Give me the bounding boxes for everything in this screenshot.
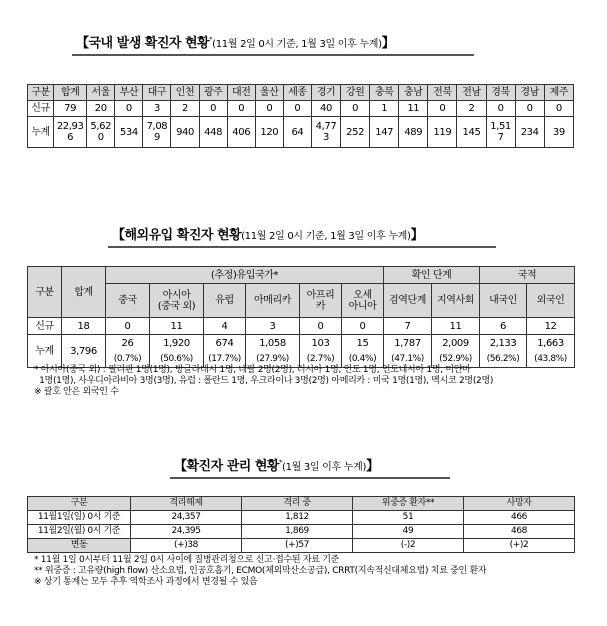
- header-gubun: 구분: [28, 267, 62, 318]
- table-cell: 2,133: [480, 335, 527, 352]
- table-header-row-1: [28, 267, 575, 284]
- table-cell: 15: [342, 335, 384, 352]
- header-stage: 확인 단계: [384, 267, 480, 284]
- header-country: (추정)유입국가*: [106, 267, 384, 284]
- percent-cell: (50.6%): [150, 351, 204, 368]
- header-cell: 사망자: [464, 497, 575, 511]
- table-cell: 3: [246, 318, 300, 335]
- table-cell: 11월2일(월) 0시 기준: [28, 525, 131, 539]
- header-cell: 위중증 환자**: [353, 497, 464, 511]
- header-cell: 중국: [106, 284, 150, 318]
- section3-title-box: [170, 453, 450, 479]
- table-cell: 466: [464, 511, 575, 525]
- percent-cell: (56.2%): [480, 351, 527, 368]
- table-cell: 2: [171, 101, 199, 117]
- header-cell: 오세 아니아: [342, 284, 384, 318]
- table-cell: 20: [87, 101, 115, 117]
- header-cell: 아메리카: [246, 284, 300, 318]
- table-cell: 468: [464, 525, 575, 539]
- table-cell: 12: [527, 318, 575, 335]
- section1-title: 【국내 발생 확진자 현황*(11월 2일 0시 기준, 1월 3일 이후 누계)】: [76, 35, 395, 51]
- header-cell: 전북: [428, 85, 457, 101]
- table-cell: 406: [227, 117, 255, 148]
- table-cell: 4: [204, 318, 246, 335]
- table-cell: 0: [106, 318, 150, 335]
- table-cell: 119: [428, 117, 457, 148]
- table-cell: 103: [300, 335, 342, 352]
- header-cell: 구분: [28, 85, 54, 101]
- table-cell: 11: [150, 318, 204, 335]
- header-cell: 충남: [399, 85, 428, 101]
- percent-cell: (17.7%): [204, 351, 246, 368]
- header-cell: 아시아 (중국 외): [150, 284, 204, 318]
- header-cell: 전남: [457, 85, 486, 101]
- table-cell: 1,920: [150, 335, 204, 352]
- table-cell: 64: [283, 117, 311, 148]
- table-cell: 0: [283, 101, 311, 117]
- table-cell: (+)2: [464, 539, 575, 553]
- header-cell: 격리 중: [242, 497, 353, 511]
- table-header-row: [28, 497, 575, 511]
- section2-notes: [34, 365, 594, 398]
- section3-title: 【확진자 관리 현황*(1월 3일 이후 누계)】: [174, 458, 379, 474]
- note-line: ※ 괄호 안은 외국인 수: [34, 387, 119, 397]
- table-row-cumulative: [28, 117, 574, 148]
- table-row: [28, 511, 575, 525]
- percent-cell: (52.9%): [432, 351, 480, 368]
- percent-cell: (0.7%): [106, 351, 150, 368]
- note-line: ※ 상기 통계는 모두 추후 역학조사 과정에서 변경될 수 있음: [34, 577, 258, 587]
- header-cell: 유럽: [204, 284, 246, 318]
- table-cell: 51: [353, 511, 464, 525]
- row-label: 신규: [28, 318, 62, 335]
- table-cell: 1,51 7: [486, 117, 515, 148]
- header-cell: 구분: [28, 497, 131, 511]
- table-cell: (-)2: [353, 539, 464, 553]
- table-cell: 79: [54, 101, 87, 117]
- note-line: ** 위중증 : 고유량(high flow) 산소요법, 인공호흡기, ECMO(체외막산소공급), CRRT(지속적신대체요법) 치료 중인 환자: [34, 566, 487, 576]
- header-cell: 강원: [341, 85, 370, 101]
- table-cell: 940: [171, 117, 199, 148]
- header-cell: 외국인: [527, 284, 575, 318]
- table-cell: 0: [486, 101, 515, 117]
- table-cell: 0: [199, 101, 227, 117]
- header-cell: 아프리 카: [300, 284, 342, 318]
- table-cell: 0: [515, 101, 544, 117]
- table-cell: 7,08 9: [143, 117, 171, 148]
- table-cell: 0: [115, 101, 143, 117]
- table-cell: 147: [370, 117, 399, 148]
- table-cell: 11: [399, 101, 428, 117]
- table-header-row-2: [28, 284, 575, 318]
- header-cell: 격리해제: [131, 497, 242, 511]
- table-cell: 0: [428, 101, 457, 117]
- header-cell: 합계: [54, 85, 87, 101]
- note-line: 1명(1명), 사우디아라비아 3명(3명), 유럽 : 폴란드 1명, 우크라이나 3명(2명) 아메리카 : 미국 1명(1명), 멕시코 2명(2명): [34, 376, 494, 386]
- table-cell: 24,357: [131, 511, 242, 525]
- header-cell: 인천: [171, 85, 199, 101]
- row-label: 누계: [28, 117, 54, 148]
- table-cell: 0: [342, 318, 384, 335]
- table-cell: 1,058: [246, 335, 300, 352]
- percent-cell: (43.8%): [527, 351, 575, 368]
- table-cell: 변동: [28, 539, 131, 553]
- table-header-row: [28, 85, 574, 101]
- table-cell: 1,787: [384, 335, 432, 352]
- header-cell: 광주: [199, 85, 227, 101]
- table-cell: 49: [353, 525, 464, 539]
- domestic-cases-table: [27, 84, 574, 148]
- table-row-new: [28, 101, 574, 117]
- header-cell: 경남: [515, 85, 544, 101]
- table-cell: 39: [544, 117, 573, 148]
- table-row-change: [28, 539, 575, 553]
- table-row-new: [28, 318, 575, 335]
- table-cell: 0: [227, 101, 255, 117]
- table-cell: 7: [384, 318, 432, 335]
- table-cell: 1: [370, 101, 399, 117]
- percent-cell: (0.4%): [342, 351, 384, 368]
- header-cell: 대전: [227, 85, 255, 101]
- header-cell: 제주: [544, 85, 573, 101]
- header-cell: 서울: [87, 85, 115, 101]
- table-cell: 2: [457, 101, 486, 117]
- table-cell: (+)57: [242, 539, 353, 553]
- table-cell: 1,869: [242, 525, 353, 539]
- header-cell: 부산: [115, 85, 143, 101]
- percent-cell: (27.9%): [246, 351, 300, 368]
- table-cell: 0: [300, 318, 342, 335]
- table-cell: 26: [106, 335, 150, 352]
- row-label: 신규: [28, 101, 54, 117]
- table-cell: 534: [115, 117, 143, 148]
- row-label: 누계: [28, 335, 62, 368]
- section1-title-box: [72, 30, 474, 56]
- table-row: [28, 525, 575, 539]
- header-cell: 경기: [311, 85, 340, 101]
- table-cell: 11: [432, 318, 480, 335]
- table-cell: 2,009: [432, 335, 480, 352]
- section3-notes: [34, 555, 594, 588]
- table-cell: 5,62 0: [87, 117, 115, 148]
- table-cell: 234: [515, 117, 544, 148]
- table-cell: 18: [62, 318, 106, 335]
- header-cell: 지역사회: [432, 284, 480, 318]
- section2-title-box: [108, 222, 496, 248]
- table-cell: 0: [341, 101, 370, 117]
- header-cell: 충북: [370, 85, 399, 101]
- table-cell: 448: [199, 117, 227, 148]
- table-cell: (+)38: [131, 539, 242, 553]
- header-cell: 검역단계: [384, 284, 432, 318]
- header-cell: 세종: [283, 85, 311, 101]
- header-cell: 울산: [255, 85, 283, 101]
- table-cell: 24,395: [131, 525, 242, 539]
- header-nationality: 국적: [480, 267, 575, 284]
- table-row-cumulative: [28, 335, 575, 352]
- case-management-table: [27, 496, 575, 553]
- percent-cell: (2.7%): [300, 351, 342, 368]
- table-cell: 0: [544, 101, 573, 117]
- table-cell: 120: [255, 117, 283, 148]
- section2-title: 【해외유입 확진자 현황(11월 2일 0시 기준, 1월 3일 이후 누계)】: [112, 228, 424, 243]
- header-cell: 대구: [143, 85, 171, 101]
- table-cell: 1,663: [527, 335, 575, 352]
- note-line: * 11월 1일 0시부터 11월 2일 0시 사이에 질병관리청으로 신고·접수된 자료 기준: [34, 555, 339, 565]
- table-cell: 40: [311, 101, 340, 117]
- percent-cell: (47.1%): [384, 351, 432, 368]
- header-cell: 경북: [486, 85, 515, 101]
- header-cell: 내국인: [480, 284, 527, 318]
- table-cell: 489: [399, 117, 428, 148]
- table-cell: 1,812: [242, 511, 353, 525]
- table-cell: 6: [480, 318, 527, 335]
- table-cell: 0: [255, 101, 283, 117]
- table-cell: 3: [143, 101, 171, 117]
- table-cell: 252: [341, 117, 370, 148]
- imported-cases-table: [27, 266, 575, 368]
- table-cell: 674: [204, 335, 246, 352]
- header-total: 합계: [62, 267, 106, 318]
- total-cell: 3,796: [62, 335, 106, 368]
- note-line: * 아시아(중국 외) : 필리핀 1명(1명), 방글라데시 1명, 네팔 2명(2명), 러시아 1명, 인도 1명, 인도네시아 1명, 미얀마: [34, 365, 471, 375]
- table-cell: 145: [457, 117, 486, 148]
- table-cell: 11월1일(일) 0시 기준: [28, 511, 131, 525]
- table-cell: 22,93 6: [54, 117, 87, 148]
- table-cell: 4,77 3: [311, 117, 340, 148]
